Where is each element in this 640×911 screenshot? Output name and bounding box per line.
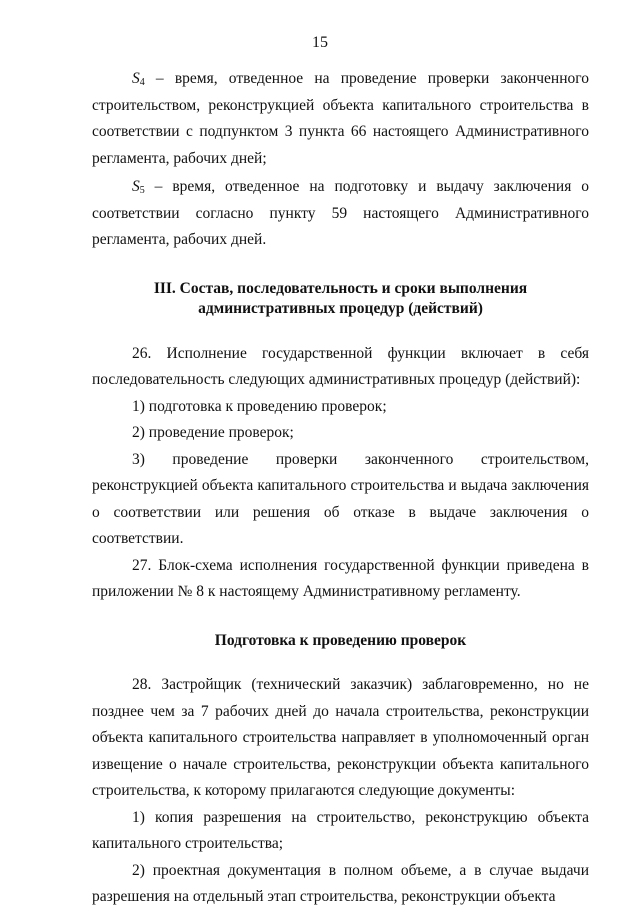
paragraph-s5-text: – время, отведенное на подготовку и выдачу заключения о соответствии согласно пункту 59 настоящего Административного регламента, рабочих дней. [92, 178, 589, 248]
paragraph-27: 27. Блок-схема исполнения государственной функции приведена в приложении № 8 к настоящему Административному регламенту. [92, 556, 589, 600]
paragraph-s4 [92, 66, 589, 172]
section-heading-line1: III. Состав, последовательность и сроки выполнения [153, 279, 528, 297]
variable-s: S [132, 178, 140, 195]
page-number: 15 [312, 34, 328, 51]
section-heading-line2: административных процедур (действий) [198, 299, 483, 317]
page-content [92, 66, 589, 911]
list-item: 3) проведение проверки законченного строительством, реконструкцией объекта капитального строительства и выдача заключения о соответствии или решения об отказе в выдаче заключения о соответствии. [92, 450, 589, 547]
paragraph-s4-text: – время, отведенное на проведение проверки законченного строительством, реконструкцией объекта капитального строительства в соответствии с подпунктом 3 пункта 66 настоящего Административного регламента, рабочих дней; [92, 70, 589, 167]
subscript-5: 5 [139, 185, 145, 196]
subscript-4: 4 [139, 77, 145, 88]
list-item: 1) подготовка к проведению проверок; [132, 397, 387, 415]
variable-s: S [132, 70, 140, 87]
section-heading [92, 279, 589, 319]
subsection-heading: Подготовка к проведению проверок [214, 631, 467, 649]
paragraph-26: 26. Исполнение государственной функции включает в себя последовательность следующих административных процедур (действий): [92, 344, 589, 388]
paragraph-s5 [92, 174, 589, 254]
paragraph-28: 28. Застройщик (технический заказчик) заблаговременно, но не позднее чем за 7 рабочих дней до начала строительства, реконструкции объекта капитального строительства направляет в уполномоченный орган извещение о начале строительства, реконструкции объекта капитального строительства, к которому прилагаются следующие документы: [92, 676, 589, 799]
list-item: 2) проектная документация в полном объеме, а в случае выдачи разрешения на отдельный этап строительства, реконструкции объекта [92, 861, 589, 905]
list-item: 1) копия разрешения на строительство, реконструкцию объекта капитального строительства; [92, 808, 589, 852]
list-item: 2) проведение проверок; [132, 424, 294, 441]
